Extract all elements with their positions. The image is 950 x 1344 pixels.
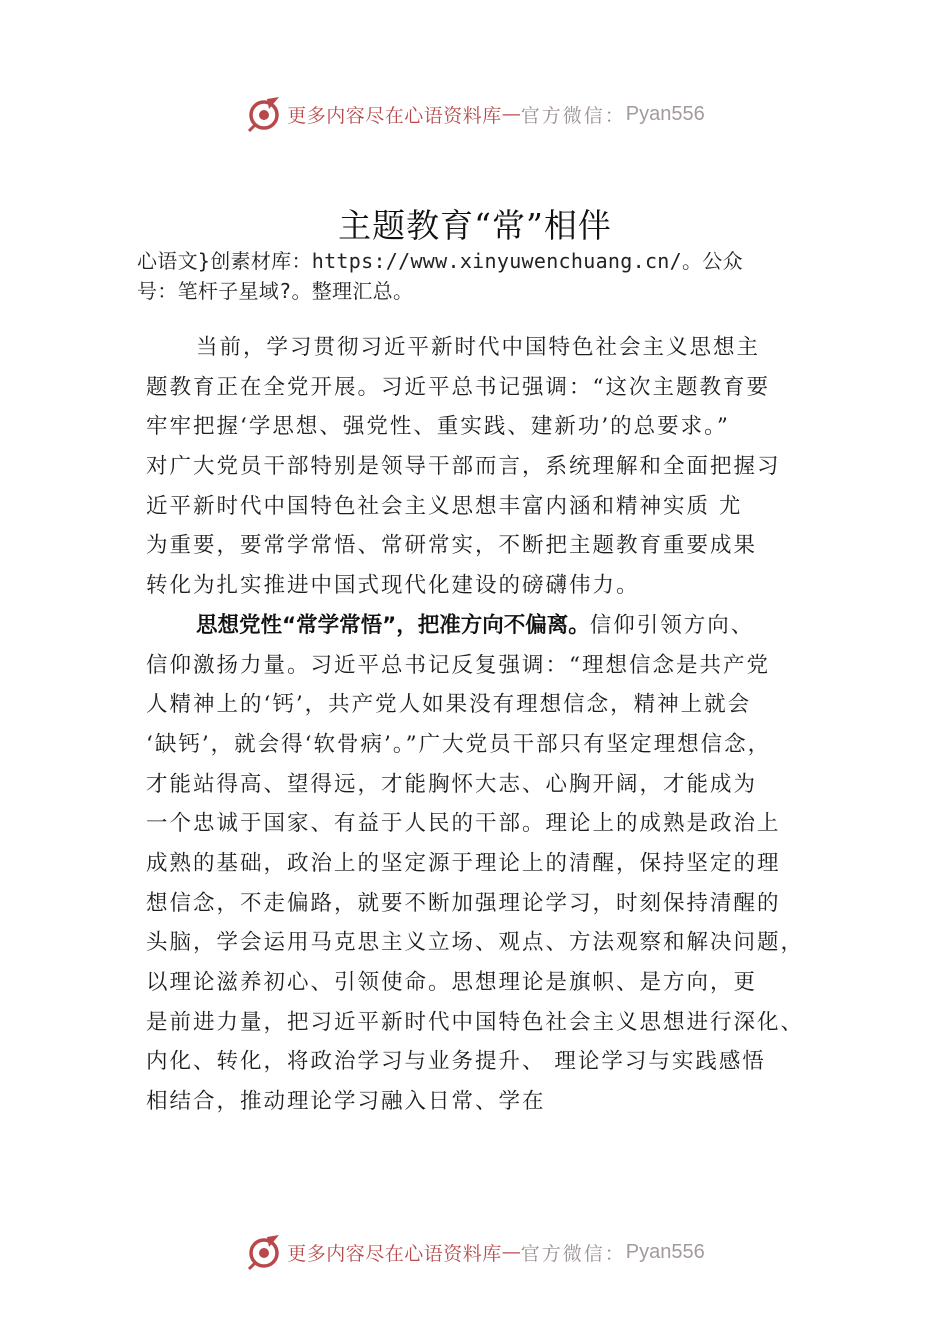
paragraph-2-line: 内化、转化，将政治学习与业务提升、 理论学习与实践感悟 — [146, 1049, 766, 1075]
brush-logo-icon — [245, 95, 283, 133]
paragraph-2-line: 相结合，推动理论学习融入日常、学在 — [146, 1089, 546, 1115]
banner-label: 官方微信： — [520, 1242, 626, 1265]
paragraph-1-line: 对广大党员干部特别是领导干部而言，系统理解和全面把握习 — [146, 454, 781, 480]
paragraph-2-first-line — [146, 606, 846, 646]
banner-wechat-id: Pyan556 — [625, 102, 705, 125]
paragraph-1-line: 转化为扎实推进中国式现代化建设的磅礴伟力。 — [146, 573, 640, 599]
document-body — [146, 328, 846, 1122]
brush-logo-icon — [245, 1233, 283, 1271]
paragraph-2-line: 头脑，学会运用马克思主义立场、观点、方法观察和解决问题， — [146, 930, 805, 956]
paragraph-1-line: 牢牢把握‘学思想、强党性、重实践、建新功’的总要求。” — [146, 414, 730, 440]
banner-wechat-id: Pyan556 — [625, 1240, 705, 1263]
source-note — [137, 246, 827, 306]
footer-banner — [0, 1230, 950, 1274]
paragraph-2-heading: 思想党性“常学常悟”，把准方向不偏离。 — [196, 612, 590, 638]
paragraph-2-line: 以理论滋养初心、引领使命。思想理论是旗帜、是方向，更 — [146, 970, 758, 995]
paragraph-2-line: 人精神上的‘钙’，共产党人如果没有理想信念，精神上就会 — [146, 692, 752, 718]
paragraph-1-line: 题教育正在全党开展。习近平总书记强调：“这次主题教育要 — [146, 374, 770, 400]
paragraph-1-line: 近平新时代中国特色社会主义思想丰富内涵和精神实质 尤 — [146, 493, 743, 519]
paragraph-2-line: 一个忠诚于国家、有益于人民的干部。理论上的成熟是政治上 — [146, 811, 781, 837]
paragraph-1-line: 当前，学习贯彻习近平新时代中国特色社会主义思想主 — [196, 335, 761, 360]
banner-text: 更多内容尽在心语资料库 — [287, 1242, 502, 1265]
banner-separator: — — [501, 1241, 521, 1263]
paragraph-1-line: 为重要，要常学常悟、常研常实，不断把主题教育重要成果 — [146, 533, 758, 559]
paragraph-2-first-rest: 信仰引领方向、 — [589, 612, 755, 638]
banner-text: 更多内容尽在心语资料库 — [287, 104, 502, 127]
paragraph-2-line: 信仰激扬力量。习近平总书记反复强调：“理想信念是共产党 — [146, 652, 770, 678]
page-title: 主题教育“常”相伴 — [338, 206, 612, 245]
paragraph-2-line: 成熟的基础，政治上的坚定源于理论上的清醒，保持坚定的理 — [146, 850, 781, 876]
source-line: 号：笔杆子星域?。整理汇总。 — [137, 279, 414, 303]
banner-label: 官方微信： — [520, 104, 626, 127]
paragraph-2-line: ‘缺钙’，就会得‘软骨病’。”广大党员干部只有坚定理想信念， — [146, 731, 772, 757]
paragraph-2-line: 才能站得高、望得远，才能胸怀大志、心胸开阔，才能成为 — [146, 771, 758, 797]
paragraph-2-line: 想信念，不走偏路，就要不断加强理论学习，时刻保持清醒的 — [146, 890, 781, 916]
source-line: 心语文}创素材库：https://www.xinyuwenchuang.cn/。公众 — [137, 249, 743, 273]
banner-separator: — — [501, 103, 521, 125]
paragraph-2-line: 是前进力量，把习近平新时代中国特色社会主义思想进行深化、 — [146, 1009, 805, 1035]
header-banner — [0, 92, 950, 136]
